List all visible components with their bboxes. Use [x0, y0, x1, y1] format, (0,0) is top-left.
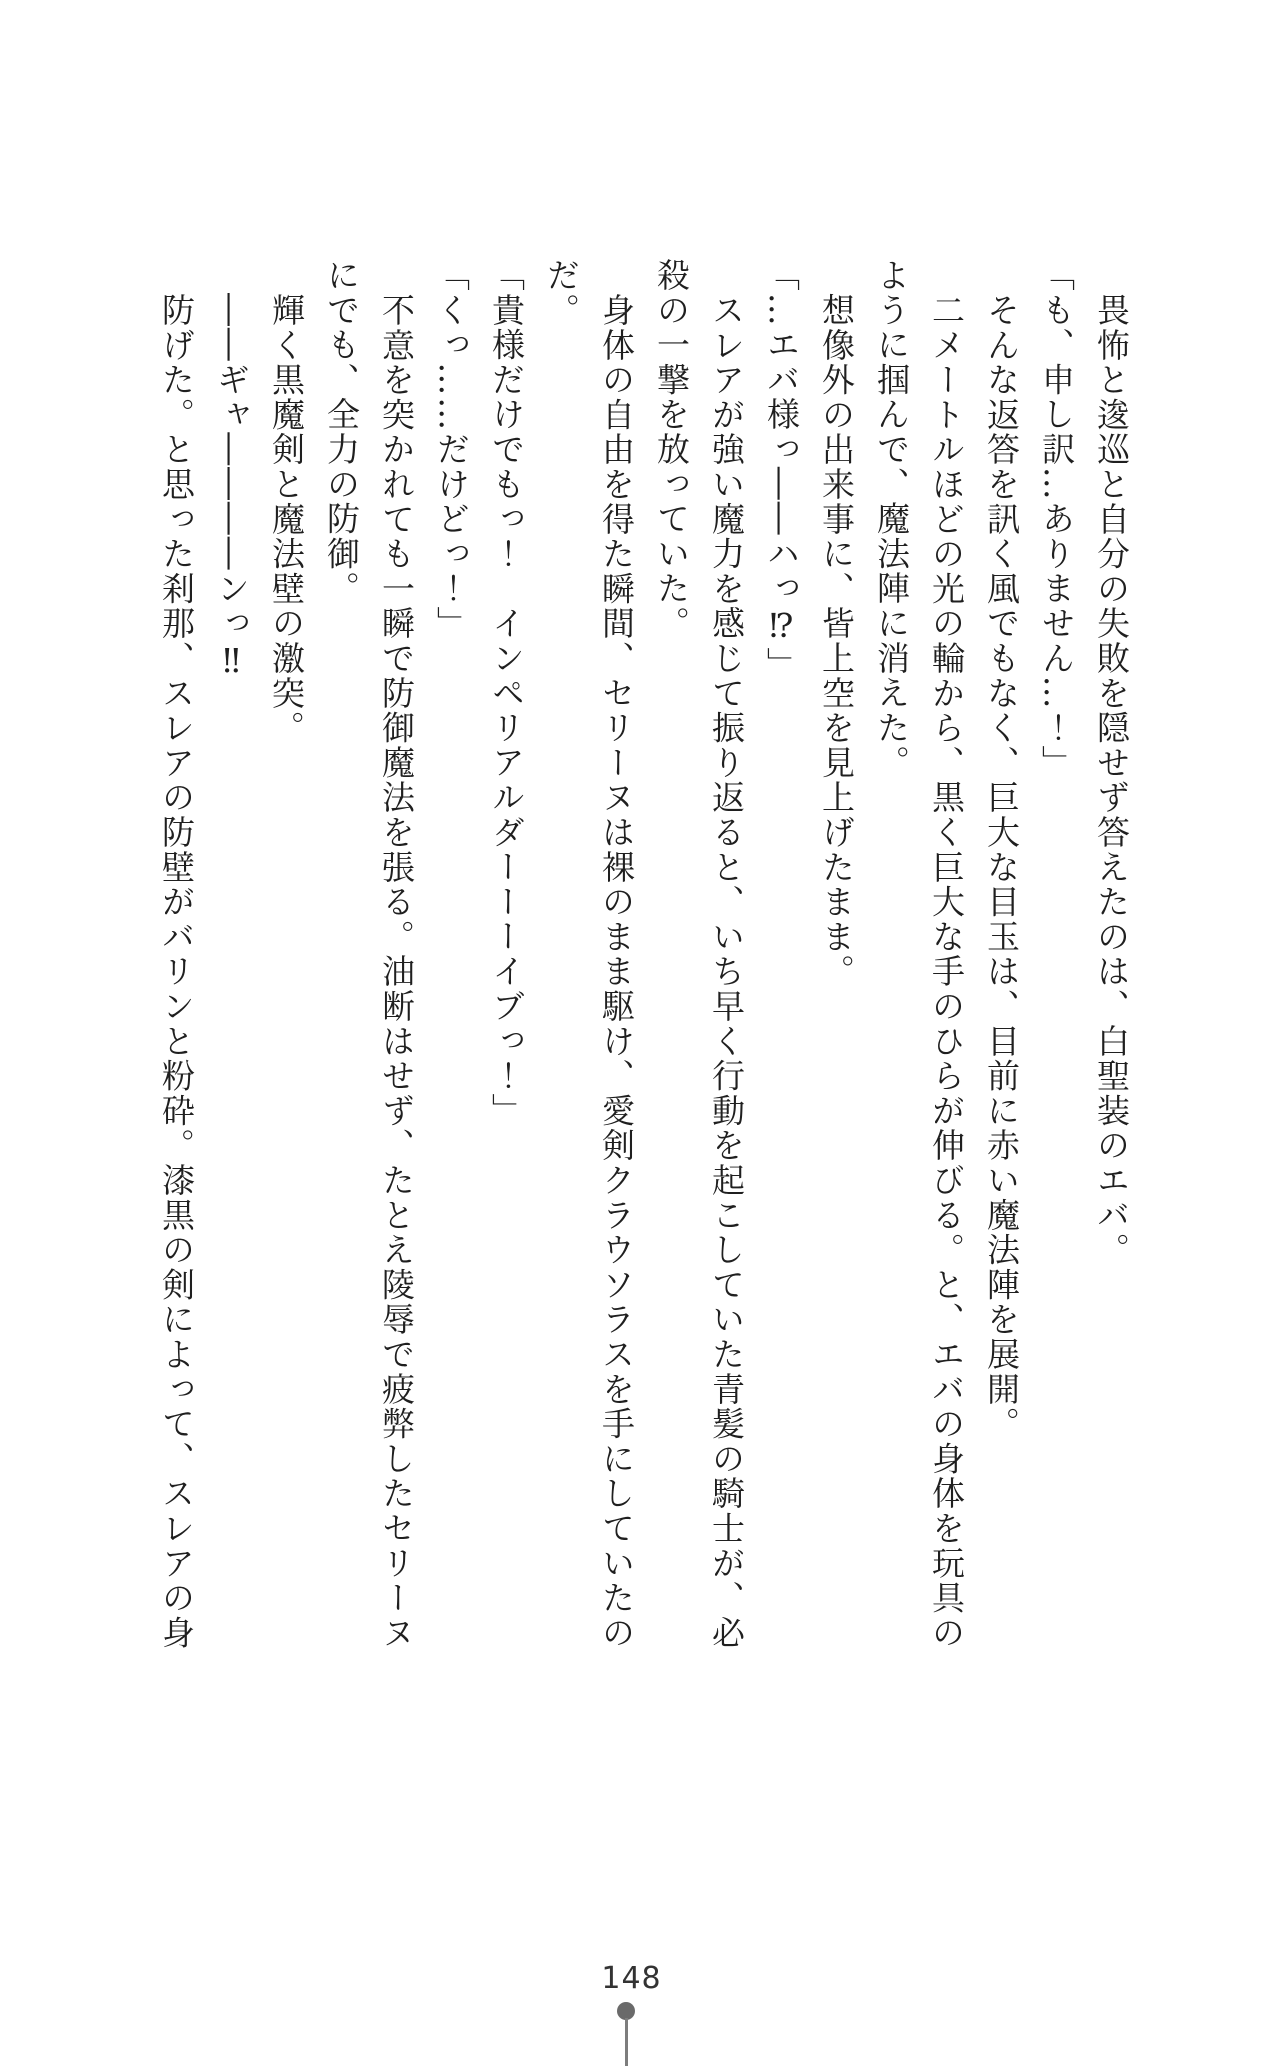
text-column: 不意を突かれても一瞬で防御魔法を張る。油断はせず、たとえ陵辱で疲弊したセリーヌ: [377, 293, 416, 1651]
text-column: 防げた。と思った刹那、スレアの防壁がバリンと粉砕。漆黒の剣によって、スレアの身: [157, 293, 196, 1651]
text-column: 二メートルほどの光の輪から、黒く巨大な手のひらが伸びる。と、エバの身体を玩具の: [927, 293, 966, 1651]
footer-line: [625, 2018, 628, 2066]
text-column: にでも、全力の防御。: [322, 258, 361, 606]
text-column: 殺の一撃を放っていた。: [652, 258, 691, 641]
text-column: 「くっ……だけどっ！」: [432, 258, 471, 641]
text-column: 畏怖と逡巡と自分の失敗を隠せず答えたのは、白聖装のエバ。: [1092, 293, 1131, 1268]
text-column: ように掴んで、魔法陣に消えた。: [872, 258, 911, 780]
text-column: ――ギャ――――ンっ‼: [212, 293, 251, 682]
text-column: 輝く黒魔剣と魔法壁の激突。: [267, 293, 306, 746]
page-number: 148: [601, 1961, 662, 1996]
text-column: 想像外の出来事に、皆上空を見上げたまま。: [817, 293, 856, 989]
text-column: 「貴様だけでもっ！ インペリアルダーーーイブっ！」: [487, 258, 526, 1128]
text-columns: [149, 258, 1139, 1658]
text-column: そんな返答を訊く風でもなく、巨大な目玉は、目前に赤い魔法陣を展開。: [982, 293, 1021, 1442]
text-column: 「も、申し訳…ありません…！」: [1037, 258, 1076, 780]
text-column: 「…エバ様っ――ハっ⁉」: [762, 258, 801, 682]
text-column: スレアが強い魔力を感じて振り返ると、いち早く行動を起こしていた青髪の騎士が、必: [707, 293, 746, 1651]
text-column: 身体の自由を得た瞬間、セリーヌは裸のまま駆け、愛剣クラウソラスを手にしていたの: [597, 293, 636, 1651]
text-column: だ。: [542, 258, 581, 328]
